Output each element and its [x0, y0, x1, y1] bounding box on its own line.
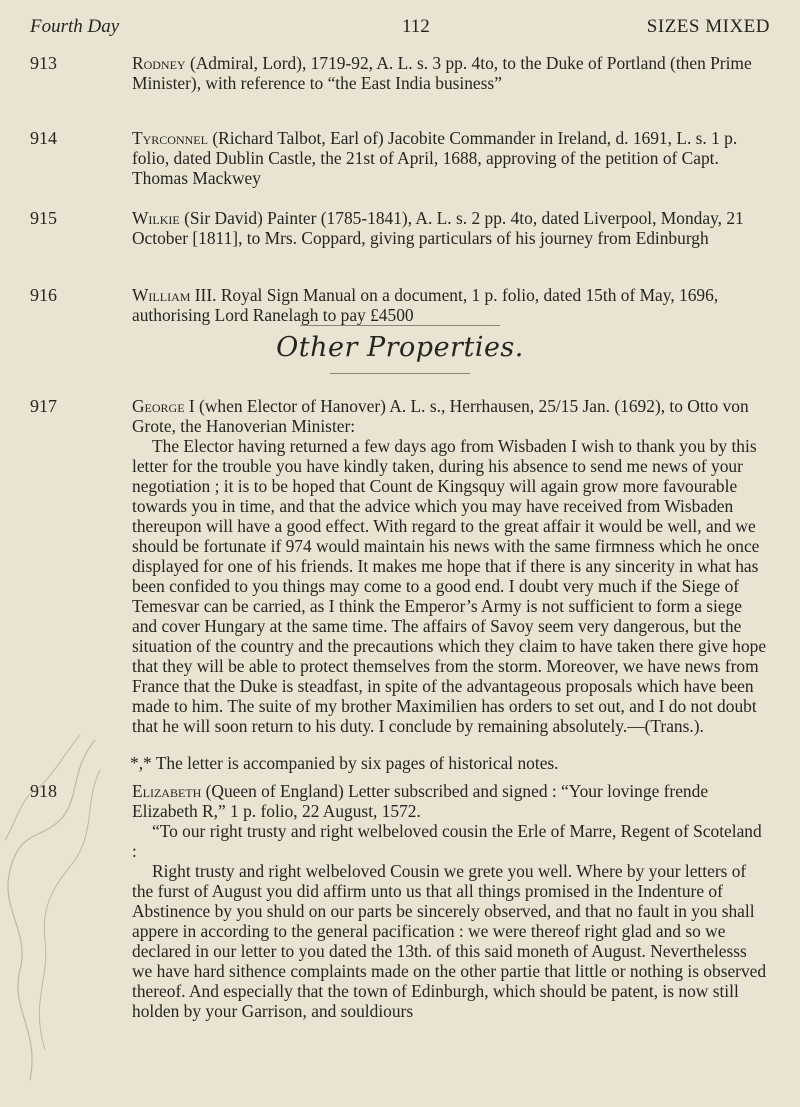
lot-number: 913	[30, 53, 57, 73]
lot-914	[30, 128, 770, 188]
lot-number: 918	[30, 781, 57, 801]
lot-text: (Richard Talbot, Earl of) Jacobite Commander in Ireland, d. 1691, L. s. 1 p. folio, dated Dublin Castle, the 21st of April, 1688, approving of the petition of Capt. Thomas Mackwey	[132, 128, 738, 188]
lot-name: Wilkie	[132, 208, 180, 228]
letter-text: The Elector having returned a few days ago from Wisbaden I wish to thank you by this letter for the trouble you have kindly taken, during his absence to send me news of your negotiation ; it is to be hoped that Count de Kingsquy will again grow more favourable towards you in time, and that the advice which you may have received from Wisbaden thereupon will have a good effect. With regard to the great affair it would be well, and we should be fortunate if 974 would maintain his news with the same firmness which he once displayed for one of his friends. It makes me hope that if there is any sincerity in what has been confided to you things may come to a good end. I doubt very much if the Siege of Temesvar can be carried, as I think the Emperor’s Army is not sufficient to form a siege and cover Hungary at the same time. The affairs of Savoy seem very dangerous, but the situation of the country and the precautions which they claim to have taken there give hope that they will be able to protect themselves from the storm. Moreover, we have news from France that the Duke is steadfast, in spite of the advantageous proposals which have been made to him. The suite of my brother Maximilien has orders to set out, and I do not doubt that he will soon return to his duty. I conclude by remaining absolutely.—(Trans.).	[132, 436, 767, 736]
lot-name: George I	[132, 396, 195, 416]
paper-stain-mark	[0, 730, 110, 1090]
lot-description	[132, 53, 770, 93]
lot-description	[132, 128, 770, 188]
lot-number: 914	[30, 128, 57, 148]
letter-text: Right trusty and right welbeloved Cousin we grete you well. Where by your letters of the furst of August you did affirm unto us that all things promised in the Indenture of Abstinence by you shuld on our parts be sincerely observed, and that no fault in you shall appere in according to the general pacification : we were thereof right glad and so we declared in our letter to you dated the 13th. of this said moneth of August. Neverthelesss we have hard sithence complaints made on the other partie that little or nothing is observed thereof. And especially that the town of Edinburgh, which should be patent, is now still holden by your Garrison, and souldiours	[132, 861, 767, 1021]
lot-description	[132, 781, 770, 1021]
lot-name: Rodney	[132, 53, 186, 73]
lot-description	[132, 396, 770, 736]
section-label: SIZES MIXED	[646, 16, 770, 37]
divider-rule	[330, 373, 470, 374]
lot-913	[30, 53, 770, 93]
lot-918	[30, 781, 770, 1021]
lot-description	[132, 285, 770, 325]
lot-intro: (when Elector of Hanover) A. L. s., Herrhausen, 25/15 Jan. (1692), to Otto von Grote, the Hanoverian Minister:	[132, 396, 749, 436]
letter-salutation: “To our right trusty and right welbeloved cousin the Erle of Marre, Regent of Scoteland :	[132, 821, 762, 861]
lot-name: William III.	[132, 285, 217, 305]
lot-name: Elizabeth	[132, 781, 202, 801]
lot-number: 915	[30, 208, 57, 228]
lot-number: 916	[30, 285, 57, 305]
lot-intro: (Queen of England) Letter subscribed and signed : “Your lovinge frende Elizabeth R,” 1 p. folio, 22 August, 1572.	[132, 781, 709, 821]
lot-name: Tyrconnel	[132, 128, 208, 148]
lot-915	[30, 208, 770, 248]
lot-916	[30, 285, 770, 325]
page-number: 112	[402, 16, 430, 37]
divider-rule	[300, 325, 500, 326]
page-header	[30, 16, 770, 42]
lot-note: *,* The letter is accompanied by six pages of historical notes.	[130, 753, 559, 773]
lot-text: (Admiral, Lord), 1719-92, A. L. s. 3 pp. 4to, to the Duke of Portland (then Prime Minister), with reference to “the East India business”	[132, 53, 752, 93]
lot-description	[132, 208, 770, 248]
section-heading: Other Properties.	[276, 332, 524, 363]
lot-number: 917	[30, 396, 57, 416]
lot-text: Royal Sign Manual on a document, 1 p. folio, dated 15th of May, 1696, authorising Lord Ranelagh to pay £4500	[132, 285, 719, 325]
lot-917	[30, 396, 770, 736]
day-label: Fourth Day	[30, 16, 120, 37]
lot-text: (Sir David) Painter (1785-1841), A. L. s. 2 pp. 4to, dated Liverpool, Monday, 21 October [1811], to Mrs. Coppard, giving particulars of his journey from Edinburgh	[132, 208, 744, 248]
